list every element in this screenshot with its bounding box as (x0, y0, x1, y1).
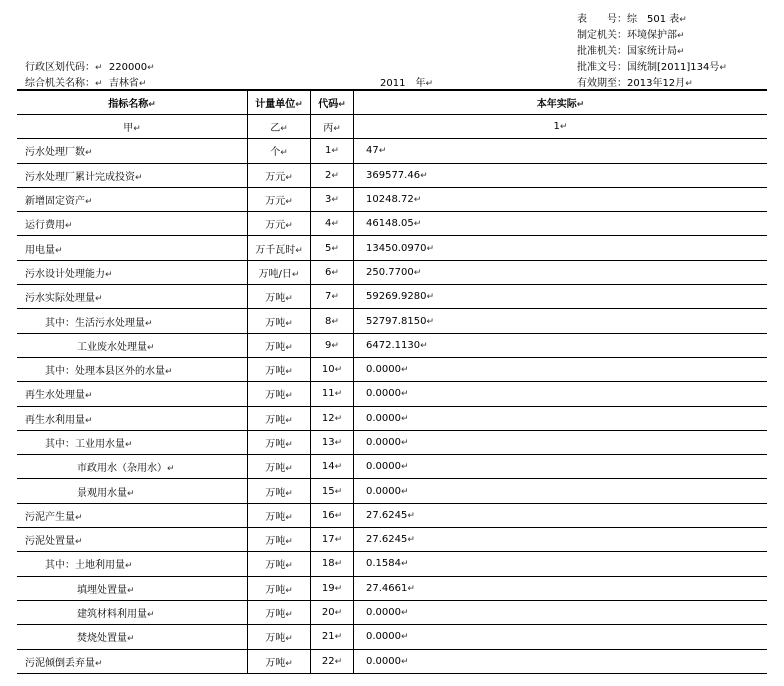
table-row (17, 309, 767, 333)
table-row (17, 406, 767, 430)
unit-cell: 万吨↵ (248, 528, 311, 552)
code-cell: 15↵ (311, 479, 354, 503)
org-name-value: 吉林省 (108, 78, 139, 89)
code-cell: 11↵ (311, 382, 354, 406)
report-year: 2011 年↵ (380, 78, 433, 89)
unit-cell: 万吨↵ (248, 552, 311, 576)
approval-document (577, 58, 727, 73)
paragraph-mark-icon: ↵ (719, 63, 727, 73)
region-code-value: 220000 (108, 62, 148, 73)
table-row (17, 236, 767, 260)
value-cell: 27.6245↵ (354, 528, 768, 552)
approver-agency (577, 42, 685, 57)
indicator-name: 污泥产生量↵ (17, 503, 248, 527)
table-row (17, 649, 767, 673)
indicator-name: 污水设计处理能力↵ (17, 260, 248, 284)
value-cell: 10248.72↵ (354, 187, 768, 211)
unit-cell: 万吨↵ (248, 600, 311, 624)
form-number-label: 表 号： (577, 14, 627, 25)
header-code: 代码↵ (311, 90, 354, 115)
table-row (17, 187, 767, 211)
indicator-name: 污水实际处理量↵ (17, 285, 248, 309)
unit-cell: 万元↵ (248, 187, 311, 211)
table-row (17, 139, 767, 163)
report-year-value: 2011 年 (380, 78, 426, 89)
valid-until-value: 2013年12月 (627, 78, 686, 89)
indicator-name: 市政用水（杂用水）↵ (17, 455, 248, 479)
indicator-name: 污泥处置量↵ (17, 528, 248, 552)
unit-cell: 万吨↵ (248, 649, 311, 673)
code-cell: 20↵ (311, 600, 354, 624)
maker-agency-value: 环境保护部 (627, 30, 677, 41)
table-row (17, 600, 767, 624)
code-cell: 16↵ (311, 503, 354, 527)
code-cell: 3↵ (311, 187, 354, 211)
unit-cell: 万元↵ (248, 212, 311, 236)
unit-cell: 万千瓦时↵ (248, 236, 311, 260)
code-cell: 8↵ (311, 309, 354, 333)
approver-agency-value: 国家统计局 (627, 46, 677, 57)
indicator-name: 其中：处理本县区外的水量↵ (17, 357, 248, 381)
table-row (17, 455, 767, 479)
subheader-unit: 乙↵ (248, 115, 311, 139)
code-cell: 7↵ (311, 285, 354, 309)
subheader-code: 丙↵ (311, 115, 354, 139)
unit-cell: 万吨↵ (248, 357, 311, 381)
code-cell: 5↵ (311, 236, 354, 260)
table-row (17, 285, 767, 309)
code-cell: 17↵ (311, 528, 354, 552)
table-row (17, 576, 767, 600)
code-cell: 2↵ (311, 163, 354, 187)
table-row (17, 333, 767, 357)
table-row (17, 382, 767, 406)
approver-agency-label: 批准机关： (577, 46, 627, 57)
indicator-name: 再生水利用量↵ (17, 406, 248, 430)
value-cell: 27.6245↵ (354, 503, 768, 527)
value-cell: 52797.8150↵ (354, 309, 768, 333)
org-name: 综合机关名称：↵ 吉林省↵ (25, 78, 147, 89)
subheader-name: 甲↵ (17, 115, 248, 139)
maker-agency-label: 制定机关： (577, 30, 627, 41)
code-cell: 13↵ (311, 430, 354, 454)
indicator-name: 运行费用↵ (17, 212, 248, 236)
form-number-value: 综 501 表 (627, 14, 680, 25)
table-row (17, 503, 767, 527)
code-cell: 19↵ (311, 576, 354, 600)
value-cell: 0.0000↵ (354, 600, 768, 624)
table-row (17, 479, 767, 503)
approval-document-value: 国统制[2011]134号 (627, 62, 720, 73)
paragraph-mark-icon: ↵ (677, 47, 685, 57)
code-cell: 4↵ (311, 212, 354, 236)
value-cell: 369577.46↵ (354, 163, 768, 187)
table-subheader-row (17, 115, 767, 139)
value-cell: 13450.0970↵ (354, 236, 768, 260)
unit-cell: 万吨↵ (248, 333, 311, 357)
unit-cell: 万吨↵ (248, 576, 311, 600)
code-cell: 14↵ (311, 455, 354, 479)
value-cell: 46148.05↵ (354, 212, 768, 236)
value-cell: 0.0000↵ (354, 625, 768, 649)
code-cell: 22↵ (311, 649, 354, 673)
unit-cell: 万吨↵ (248, 455, 311, 479)
header-unit: 计量单位↵ (248, 90, 311, 115)
unit-cell: 个↵ (248, 139, 311, 163)
unit-cell: 万吨/日↵ (248, 260, 311, 284)
indicator-name: 景观用水量↵ (17, 479, 248, 503)
indicator-table (17, 89, 767, 674)
value-cell: 0.1584↵ (354, 552, 768, 576)
table-row (17, 528, 767, 552)
indicator-name: 其中：工业用水量↵ (17, 430, 248, 454)
code-cell: 18↵ (311, 552, 354, 576)
subheader-value: 1↵ (354, 115, 768, 139)
region-code: 行政区划代码：↵ 220000↵ (25, 62, 155, 73)
value-cell: 0.0000↵ (354, 357, 768, 381)
paragraph-mark-icon: ↵ (677, 31, 685, 41)
unit-cell: 万吨↵ (248, 430, 311, 454)
value-cell: 0.0000↵ (354, 430, 768, 454)
code-cell: 6↵ (311, 260, 354, 284)
indicator-name: 用电量↵ (17, 236, 248, 260)
value-cell: 0.0000↵ (354, 649, 768, 673)
indicator-name: 填埋处置量↵ (17, 576, 248, 600)
code-cell: 10↵ (311, 357, 354, 381)
valid-until (577, 74, 693, 89)
value-cell: 47↵ (354, 139, 768, 163)
paragraph-mark-icon: ↵ (679, 15, 687, 25)
unit-cell: 万吨↵ (248, 382, 311, 406)
code-cell: 21↵ (311, 625, 354, 649)
indicator-name: 建筑材料利用量↵ (17, 600, 248, 624)
table-row (17, 625, 767, 649)
unit-cell: 万吨↵ (248, 309, 311, 333)
indicator-name: 工业废水处理量↵ (17, 333, 248, 357)
unit-cell: 万吨↵ (248, 285, 311, 309)
unit-cell: 万吨↵ (248, 625, 311, 649)
value-cell: 6472.1130↵ (354, 333, 768, 357)
valid-until-label: 有效期至： (577, 78, 627, 89)
indicator-name: 其中：生活污水处理量↵ (17, 309, 248, 333)
table-row (17, 260, 767, 284)
table-row (17, 163, 767, 187)
unit-cell: 万吨↵ (248, 503, 311, 527)
indicator-name: 污泥倾倒丢弃量↵ (17, 649, 248, 673)
unit-cell: 万吨↵ (248, 406, 311, 430)
code-cell: 12↵ (311, 406, 354, 430)
table-row (17, 552, 767, 576)
indicator-name: 焚烧处置量↵ (17, 625, 248, 649)
indicator-name: 污水处理厂数↵ (17, 139, 248, 163)
unit-cell: 万元↵ (248, 163, 311, 187)
region-code-label: 行政区划代码： (25, 62, 95, 73)
table-row (17, 430, 767, 454)
paragraph-mark-icon: ↵ (685, 79, 693, 89)
approval-document-label: 批准文号： (577, 62, 627, 73)
indicator-name: 污水处理厂累计完成投资↵ (17, 163, 248, 187)
value-cell: 0.0000↵ (354, 406, 768, 430)
table-row (17, 212, 767, 236)
value-cell: 250.7700↵ (354, 260, 768, 284)
value-cell: 0.0000↵ (354, 479, 768, 503)
indicator-name: 新增固定资产↵ (17, 187, 248, 211)
value-cell: 59269.9280↵ (354, 285, 768, 309)
org-name-label: 综合机关名称： (25, 78, 95, 89)
table-header-row (17, 90, 767, 115)
unit-cell: 万吨↵ (248, 479, 311, 503)
indicator-name: 再生水处理量↵ (17, 382, 248, 406)
header-name: 指标名称↵ (17, 90, 248, 115)
value-cell: 0.0000↵ (354, 455, 768, 479)
code-cell: 1↵ (311, 139, 354, 163)
form-number (577, 10, 687, 25)
table-row (17, 357, 767, 381)
value-cell: 0.0000↵ (354, 382, 768, 406)
code-cell: 9↵ (311, 333, 354, 357)
header-value: 本年实际↵ (354, 90, 768, 115)
maker-agency (577, 26, 685, 41)
value-cell: 27.4661↵ (354, 576, 768, 600)
indicator-name: 其中：土地利用量↵ (17, 552, 248, 576)
